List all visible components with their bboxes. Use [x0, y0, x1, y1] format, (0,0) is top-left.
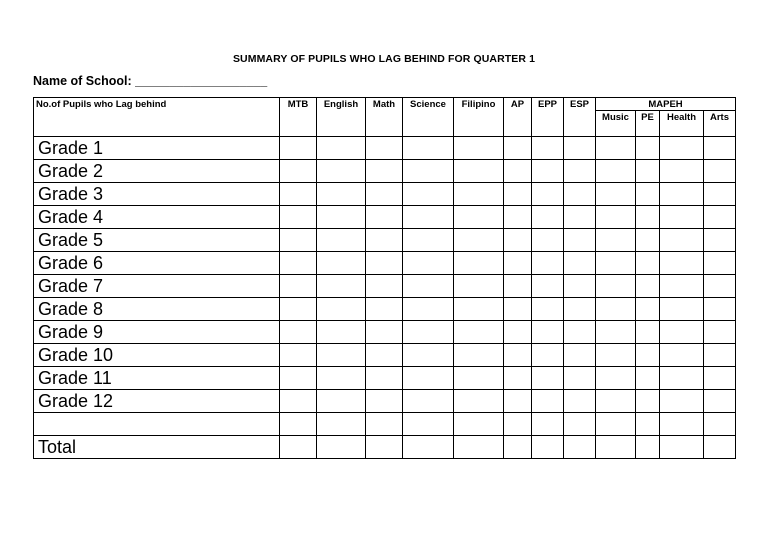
data-cell	[366, 206, 403, 229]
subject-header-mtb: MTB	[280, 98, 317, 137]
data-cell	[454, 298, 504, 321]
data-cell	[366, 413, 403, 436]
data-cell	[403, 435, 454, 458]
data-cell	[660, 206, 704, 229]
row-label: Grade 10	[34, 344, 280, 367]
data-cell	[280, 390, 317, 413]
data-cell	[704, 137, 736, 160]
data-cell	[564, 137, 596, 160]
data-cell	[317, 298, 366, 321]
data-cell	[596, 206, 636, 229]
data-cell	[564, 390, 596, 413]
data-cell	[366, 435, 403, 458]
row-label: Grade 4	[34, 206, 280, 229]
data-cell	[454, 252, 504, 275]
data-cell	[280, 321, 317, 344]
data-cell	[596, 137, 636, 160]
table-row	[34, 367, 736, 390]
mapeh-header-arts: Arts	[704, 111, 736, 137]
data-cell	[596, 435, 636, 458]
data-cell	[596, 229, 636, 252]
data-cell	[636, 367, 660, 390]
data-cell	[704, 275, 736, 298]
lag-behind-summary-table	[33, 97, 736, 459]
data-cell	[660, 183, 704, 206]
data-cell	[504, 206, 532, 229]
data-cell	[596, 298, 636, 321]
data-cell	[280, 183, 317, 206]
row-label: Grade 3	[34, 183, 280, 206]
table-row	[34, 435, 736, 458]
data-cell	[596, 390, 636, 413]
header-row-top	[34, 98, 736, 111]
data-cell	[564, 367, 596, 390]
data-cell	[704, 413, 736, 436]
table-row	[34, 390, 736, 413]
mapeh-header-music: Music	[596, 111, 636, 137]
data-cell	[704, 160, 736, 183]
data-cell	[504, 229, 532, 252]
data-cell	[280, 298, 317, 321]
school-name-line: Name of School: ___________________	[33, 74, 268, 88]
table-row	[34, 344, 736, 367]
data-cell	[317, 183, 366, 206]
data-cell	[403, 229, 454, 252]
document-title: SUMMARY OF PUPILS WHO LAG BEHIND FOR QUARTER 1	[232, 53, 536, 65]
data-cell	[564, 321, 596, 344]
data-cell	[317, 435, 366, 458]
data-cell	[454, 413, 504, 436]
data-cell	[564, 252, 596, 275]
data-cell	[280, 137, 317, 160]
data-cell	[403, 367, 454, 390]
table-row	[34, 252, 736, 275]
data-cell	[532, 229, 564, 252]
data-cell	[532, 252, 564, 275]
data-cell	[564, 183, 596, 206]
table-row	[34, 183, 736, 206]
subject-header-ap: AP	[504, 98, 532, 137]
data-cell	[704, 229, 736, 252]
data-cell	[636, 252, 660, 275]
data-cell	[504, 435, 532, 458]
data-cell	[504, 321, 532, 344]
data-cell	[660, 160, 704, 183]
data-cell	[317, 344, 366, 367]
data-cell	[636, 321, 660, 344]
data-cell	[504, 275, 532, 298]
data-cell	[532, 321, 564, 344]
data-cell	[317, 206, 366, 229]
data-cell	[403, 160, 454, 183]
row-label: Grade 9	[34, 321, 280, 344]
row-label: Grade 11	[34, 367, 280, 390]
data-cell	[564, 435, 596, 458]
table-row	[34, 275, 736, 298]
table-row	[34, 321, 736, 344]
data-cell	[366, 183, 403, 206]
data-cell	[564, 206, 596, 229]
data-cell	[704, 367, 736, 390]
data-cell	[704, 298, 736, 321]
data-cell	[596, 321, 636, 344]
data-cell	[596, 183, 636, 206]
data-cell	[636, 137, 660, 160]
data-cell	[636, 344, 660, 367]
data-cell	[280, 344, 317, 367]
data-cell	[454, 160, 504, 183]
data-cell	[504, 137, 532, 160]
data-cell	[504, 183, 532, 206]
data-cell	[532, 344, 564, 367]
data-cell	[403, 275, 454, 298]
data-cell	[454, 229, 504, 252]
subject-header-english: English	[317, 98, 366, 137]
data-cell	[564, 229, 596, 252]
data-cell	[660, 275, 704, 298]
data-cell	[660, 229, 704, 252]
data-cell	[317, 390, 366, 413]
data-cell	[636, 413, 660, 436]
data-cell	[532, 367, 564, 390]
table-row	[34, 413, 736, 436]
subject-header-math: Math	[366, 98, 403, 137]
data-cell	[504, 160, 532, 183]
data-cell	[660, 413, 704, 436]
table-row	[34, 298, 736, 321]
subject-header-filipino: Filipino	[454, 98, 504, 137]
data-cell	[564, 344, 596, 367]
data-cell	[532, 435, 564, 458]
data-cell	[403, 298, 454, 321]
data-cell	[704, 435, 736, 458]
data-cell	[532, 298, 564, 321]
data-cell	[280, 367, 317, 390]
data-cell	[564, 160, 596, 183]
data-cell	[366, 344, 403, 367]
data-cell	[280, 435, 317, 458]
data-cell	[280, 206, 317, 229]
data-cell	[564, 275, 596, 298]
data-cell	[704, 390, 736, 413]
data-cell	[704, 252, 736, 275]
data-cell	[596, 367, 636, 390]
data-cell	[504, 390, 532, 413]
data-cell	[403, 206, 454, 229]
row-label: Grade 7	[34, 275, 280, 298]
data-cell	[596, 275, 636, 298]
data-cell	[532, 275, 564, 298]
data-cell	[660, 321, 704, 344]
data-cell	[636, 160, 660, 183]
table-row	[34, 160, 736, 183]
data-cell	[636, 229, 660, 252]
data-cell	[532, 413, 564, 436]
subject-header-science: Science	[403, 98, 454, 137]
data-cell	[532, 206, 564, 229]
data-cell	[366, 390, 403, 413]
row-label: Grade 6	[34, 252, 280, 275]
data-cell	[280, 229, 317, 252]
data-cell	[280, 252, 317, 275]
data-cell	[454, 183, 504, 206]
subject-header-epp: EPP	[532, 98, 564, 137]
data-cell	[454, 435, 504, 458]
data-cell	[532, 390, 564, 413]
data-cell	[403, 183, 454, 206]
data-cell	[636, 435, 660, 458]
data-cell	[636, 183, 660, 206]
data-cell	[704, 321, 736, 344]
data-cell	[366, 367, 403, 390]
data-cell	[454, 344, 504, 367]
mapeh-header: MAPEH	[596, 98, 736, 111]
data-cell	[504, 367, 532, 390]
data-cell	[317, 367, 366, 390]
data-cell	[454, 321, 504, 344]
data-cell	[366, 298, 403, 321]
mapeh-header-health: Health	[660, 111, 704, 137]
data-cell	[660, 367, 704, 390]
data-cell	[704, 344, 736, 367]
data-cell	[636, 275, 660, 298]
data-cell	[454, 137, 504, 160]
table-row	[34, 229, 736, 252]
data-cell	[532, 137, 564, 160]
mapeh-header-pe: PE	[636, 111, 660, 137]
data-cell	[660, 252, 704, 275]
row-label: Grade 5	[34, 229, 280, 252]
data-cell	[317, 252, 366, 275]
row-label: Grade 12	[34, 390, 280, 413]
data-cell	[636, 298, 660, 321]
data-cell	[564, 298, 596, 321]
data-cell	[317, 321, 366, 344]
data-cell	[504, 344, 532, 367]
data-cell	[660, 390, 704, 413]
data-cell	[366, 321, 403, 344]
data-cell	[660, 435, 704, 458]
data-cell	[403, 390, 454, 413]
data-cell	[366, 252, 403, 275]
data-cell	[636, 390, 660, 413]
data-cell	[366, 275, 403, 298]
data-cell	[704, 206, 736, 229]
row-label: Grade 1	[34, 137, 280, 160]
table-row	[34, 206, 736, 229]
data-cell	[504, 252, 532, 275]
subject-header-esp: ESP	[564, 98, 596, 137]
data-cell	[504, 413, 532, 436]
data-cell	[454, 275, 504, 298]
data-cell	[280, 160, 317, 183]
data-cell	[366, 160, 403, 183]
data-cell	[403, 252, 454, 275]
data-cell	[317, 229, 366, 252]
data-cell	[317, 160, 366, 183]
data-cell	[660, 298, 704, 321]
data-cell	[454, 206, 504, 229]
data-cell	[280, 413, 317, 436]
row-label: Grade 8	[34, 298, 280, 321]
data-cell	[596, 344, 636, 367]
data-cell	[636, 206, 660, 229]
data-cell	[317, 275, 366, 298]
data-cell	[596, 160, 636, 183]
data-cell	[366, 229, 403, 252]
data-cell	[403, 413, 454, 436]
data-cell	[660, 137, 704, 160]
data-cell	[280, 275, 317, 298]
data-cell	[454, 390, 504, 413]
data-cell	[366, 137, 403, 160]
data-cell	[403, 344, 454, 367]
row-header-cell: No.of Pupils who Lag behind	[34, 98, 280, 137]
data-cell	[454, 367, 504, 390]
data-cell	[504, 298, 532, 321]
data-cell	[564, 413, 596, 436]
data-cell	[532, 183, 564, 206]
data-cell	[704, 183, 736, 206]
data-cell	[403, 137, 454, 160]
data-cell	[596, 413, 636, 436]
data-cell	[317, 137, 366, 160]
data-cell	[660, 344, 704, 367]
table-row	[34, 137, 736, 160]
data-cell	[532, 160, 564, 183]
row-label	[34, 413, 280, 436]
data-cell	[317, 413, 366, 436]
data-cell	[403, 321, 454, 344]
row-label: Grade 2	[34, 160, 280, 183]
row-label: Total	[34, 435, 280, 458]
data-cell	[596, 252, 636, 275]
